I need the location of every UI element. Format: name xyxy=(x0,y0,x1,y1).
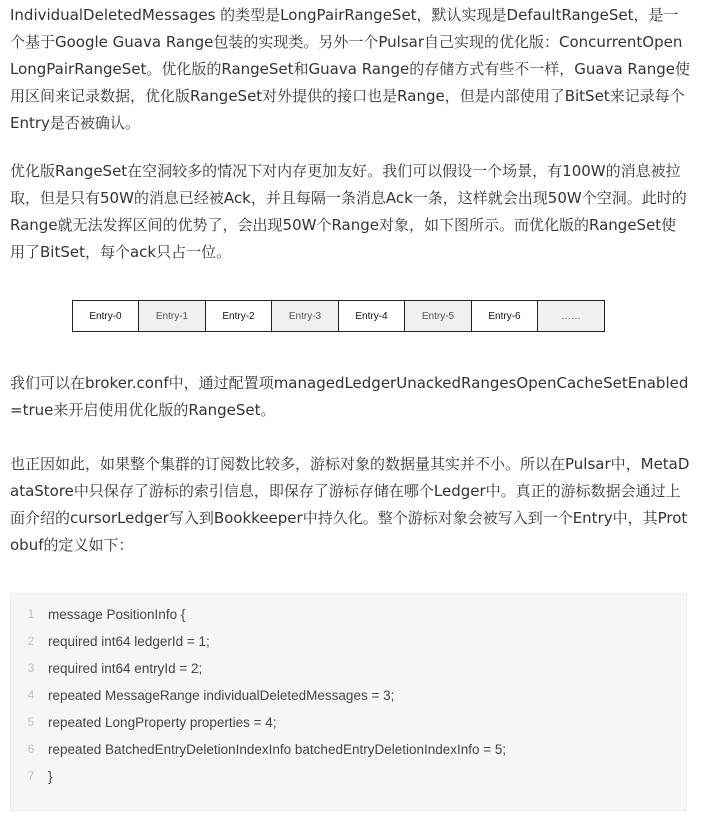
entry-cell: Entry-5 xyxy=(405,301,472,331)
code-line xyxy=(11,769,686,796)
code-line xyxy=(11,742,686,769)
paragraph-cursor-storage: 也正因如此，如果整个集群的订阅数比较多，游标对象的数据量其实并不小。所以在Pulsar中，MetaDataStore中只保存了游标的索引信息，即保存了游标存储在哪个Ledger中。真正的游标数据会通过上面介绍的cursorLedger写入到Bookkeeper中持久化。整个游标对象会被写入到一个Entry中，其Protobuf的定义如下： xyxy=(10,455,690,554)
code-text: repeated LongProperty properties = 4; xyxy=(48,715,277,730)
entry-cell-ellipsis: …… xyxy=(538,301,604,331)
code-block-protobuf xyxy=(10,593,687,811)
entry-cell: Entry-4 xyxy=(339,301,405,331)
line-number: 7 xyxy=(27,769,35,783)
line-number: 4 xyxy=(27,688,35,702)
line-number: 6 xyxy=(27,742,35,756)
line-number: 1 xyxy=(27,607,35,621)
code-text: } xyxy=(48,769,53,784)
code-line xyxy=(11,607,686,634)
code-text: message PositionInfo { xyxy=(48,607,186,622)
line-number: 2 xyxy=(27,634,35,648)
paragraph-optimized-range-set: 优化版RangeSet在空洞较多的情况下对内存更加友好。我们可以假设一个场景，有100W的消息被拉取，但是只有50W的消息已经被Ack，并且每隔一条消息Ack一条，这样就会出现50W个空洞。此时的Range就无法发挥区间的优势了，会出现50W个Range对象，如下图所示。而优化版的RangeSet使用了BitSet，每个ack只占一位。 xyxy=(10,162,687,261)
entry-diagram xyxy=(72,300,605,332)
code-line xyxy=(11,715,686,742)
entry-cell: Entry-0 xyxy=(73,301,139,331)
code-line xyxy=(11,634,686,661)
paragraph-range-set-intro: IndividualDeletedMessages 的类型是LongPairRangeSet，默认实现是DefaultRangeSet，是一个基于Google Guava Range包装的实现类。另外一个Pulsar自己实现的优化版：ConcurrentOpenLongPairRangeSet。优化版的RangeSet和Guava Range的存储方式有些不一样，Guava Range使用区间来记录数据，优化版RangeSet对外提供的接口也是Range，但是内部使用了BitSet来记录每个Entry是否被确认。 xyxy=(10,6,690,132)
code-text: repeated MessageRange individualDeletedMessages = 3; xyxy=(48,688,395,703)
code-text: required int64 entryId = 2; xyxy=(48,661,203,676)
code-text: required int64 ledgerId = 1; xyxy=(48,634,210,649)
code-line xyxy=(11,661,686,688)
entry-cell: Entry-1 xyxy=(139,301,206,331)
entry-cell: Entry-3 xyxy=(272,301,339,331)
entry-cell: Entry-2 xyxy=(206,301,272,331)
line-number: 3 xyxy=(27,661,35,675)
paragraph-broker-config: 我们可以在broker.conf中，通过配置项managedLedgerUnackedRangesOpenCacheSetEnabled=true来开启使用优化版的RangeSet。 xyxy=(10,374,689,419)
code-text: repeated BatchedEntryDeletionIndexInfo batchedEntryDeletionIndexInfo = 5; xyxy=(48,742,507,757)
line-number: 5 xyxy=(27,715,35,729)
code-line xyxy=(11,688,686,715)
entry-cell: Entry-6 xyxy=(472,301,538,331)
